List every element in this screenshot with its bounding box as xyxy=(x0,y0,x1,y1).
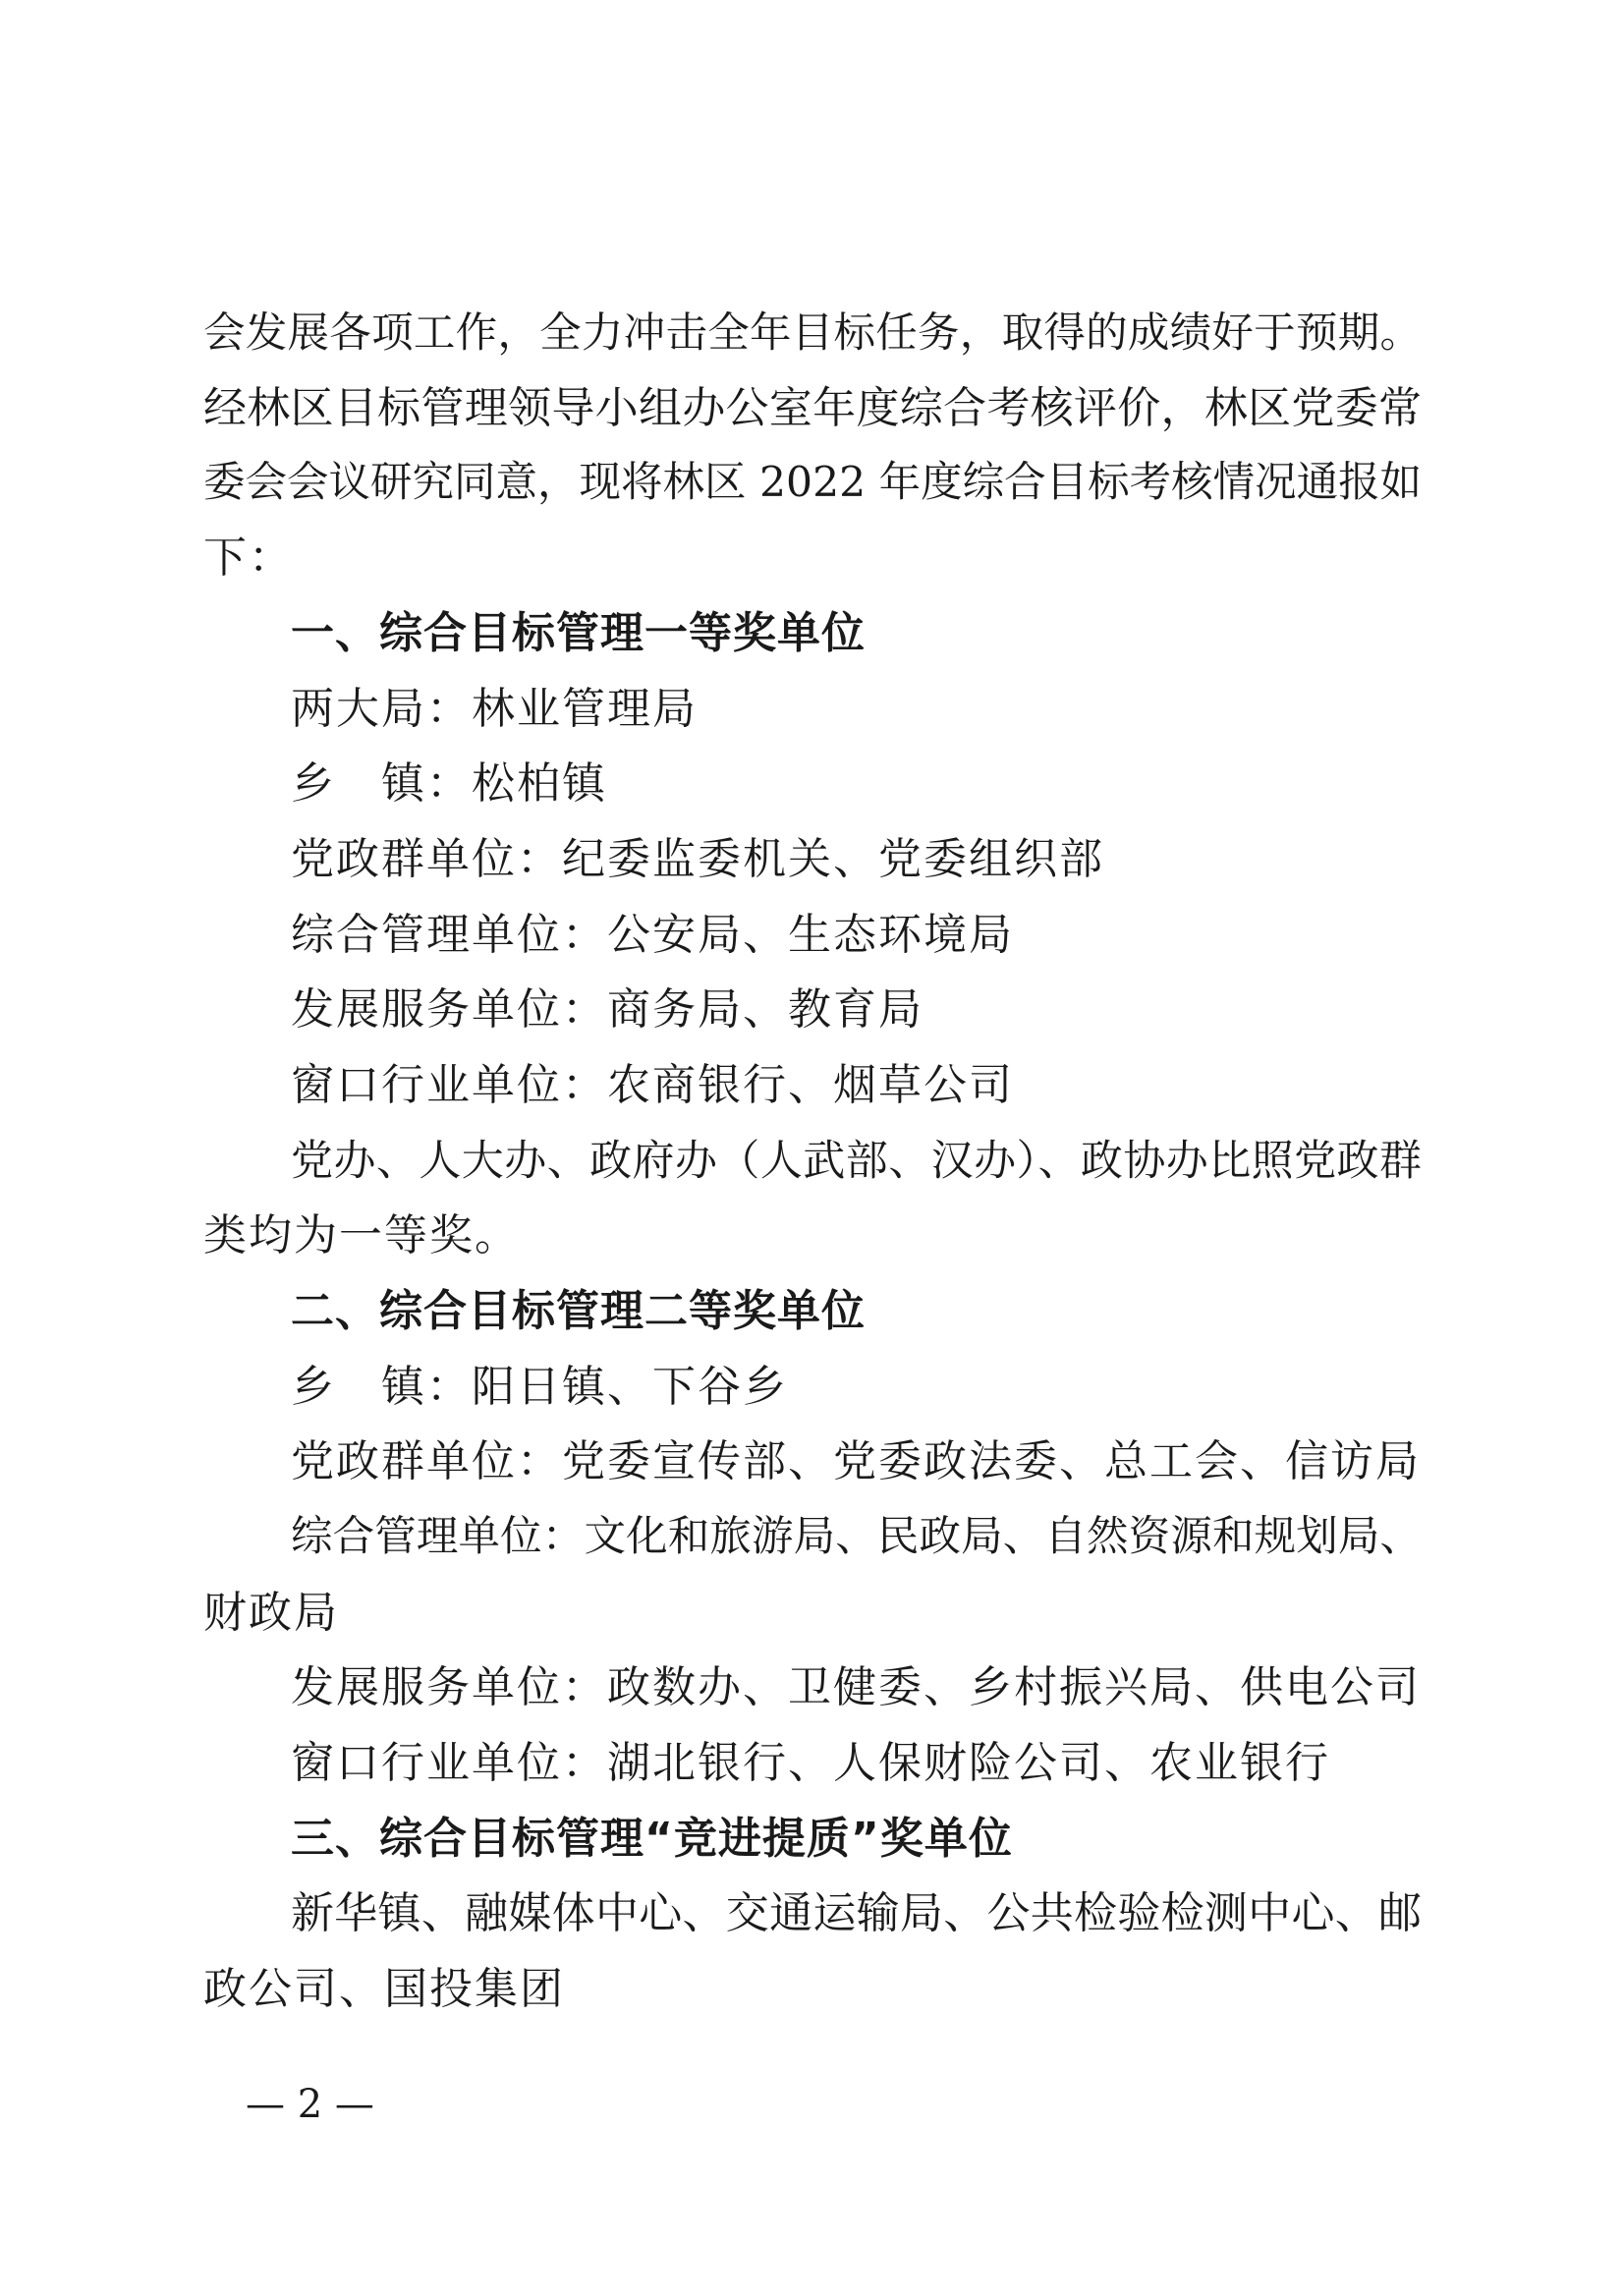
s1-item-1: 两大局：林业管理局 xyxy=(291,684,698,734)
s1-item-4: 综合管理单位：公安局、生态环境局 xyxy=(291,910,1014,960)
s2-item-3-line-1: 综合管理单位：文化和旅游局、民政局、自然资源和规划局、 xyxy=(291,1513,1422,1561)
s3-line-1: 新华镇、融媒体中心、交通运输局、公共检验检测中心、邮 xyxy=(291,1888,1422,1938)
s1-item-6: 窗口行业单位：农商银行、烟草公司 xyxy=(291,1060,1014,1110)
s1-item-3: 党政群单位：纪委监委机关、党委组织部 xyxy=(291,834,1104,884)
s2-item-5: 窗口行业单位：湖北银行、人保财险公司、农业银行 xyxy=(291,1738,1330,1788)
intro-line-2: 经林区目标管理领导小组办公室年度综合考核评价，林区党委常 xyxy=(203,383,1422,433)
s2-item-2: 党政群单位：党委宣传部、党委政法委、总工会、信访局 xyxy=(291,1436,1421,1486)
section-2-heading: 二、综合目标管理二等奖单位 xyxy=(291,1286,866,1336)
page-number: — 2 — xyxy=(246,2082,374,2127)
s2-item-1: 乡 镇：阳日镇、下谷乡 xyxy=(291,1362,788,1412)
s1-item-2: 乡 镇：松柏镇 xyxy=(291,758,607,809)
s3-line-2: 政公司、国投集团 xyxy=(203,1964,565,2014)
section-1-heading: 一、综合目标管理一等奖单位 xyxy=(291,608,866,658)
s1-item-5: 发展服务单位：商务局、教育局 xyxy=(291,984,923,1035)
intro-line-1: 会发展各项工作，全力冲击全年目标任务，取得的成绩好于预期。 xyxy=(203,309,1422,358)
intro-line-3: 委会会议研究同意，现将林区 2022 年度综合目标考核情况通报如 xyxy=(203,459,1423,507)
s2-item-3-line-2: 财政局 xyxy=(203,1588,339,1638)
section-3-heading: 三、综合目标管理“竞进提质”奖单位 xyxy=(291,1814,1013,1864)
s1-note-line-1: 党办、人大办、政府办（人武部、汉办）、政协办比照党政群 xyxy=(291,1137,1422,1186)
s2-item-4: 发展服务单位：政数办、卫健委、乡村振兴局、供电公司 xyxy=(291,1662,1421,1712)
intro-line-4: 下： xyxy=(203,532,294,583)
s1-note-line-2: 类均为一等奖。 xyxy=(203,1210,520,1260)
